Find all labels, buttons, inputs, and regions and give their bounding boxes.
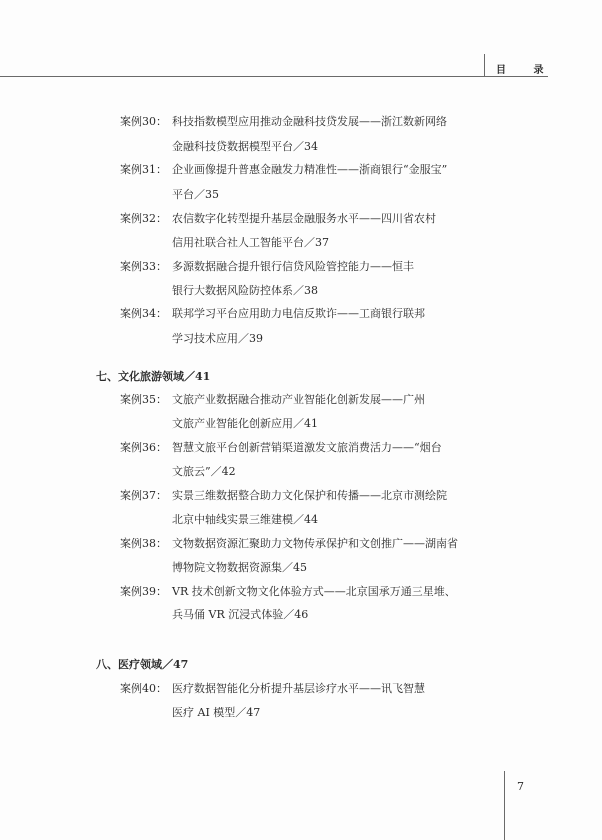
case-title-continued[interactable]: 博物院文物数据资源集／45 bbox=[172, 561, 307, 574]
case-label: 案例34： bbox=[120, 307, 167, 320]
case-label: 案例32： bbox=[120, 212, 167, 225]
case-title-continued[interactable]: 信用社联合社人工智能平台／37 bbox=[172, 236, 329, 249]
running-header-title: 目 录 bbox=[496, 65, 556, 76]
case-title-continued[interactable]: 北京中轴线实景三维建模／44 bbox=[172, 513, 318, 526]
header-rule bbox=[0, 76, 548, 77]
case-title-continued[interactable]: 文旅产业智能化创新应用／41 bbox=[172, 417, 318, 430]
case-title[interactable]: 农信数字化转型提升基层金融服务水平——四川省农村 bbox=[172, 212, 436, 225]
case-title[interactable]: 医疗数据智能化分析提升基层诊疗水平——讯飞智慧 bbox=[172, 682, 425, 695]
case-title-continued[interactable]: 医疗 AI 模型／47 bbox=[172, 706, 261, 719]
case-title[interactable]: 多源数据融合提升银行信贷风险管控能力——恒丰 bbox=[172, 260, 414, 273]
case-title[interactable]: VR 技术创新文物文化体验方式——北京国承万通三星堆、 bbox=[172, 585, 456, 598]
header-divider-vertical bbox=[484, 54, 485, 77]
case-label: 案例38： bbox=[120, 537, 167, 550]
case-title-continued[interactable]: 学习技术应用／39 bbox=[172, 332, 263, 345]
case-title-continued[interactable]: 兵马俑 VR 沉浸式体验／46 bbox=[172, 608, 309, 621]
page-number: 7 bbox=[517, 780, 524, 793]
case-title[interactable]: 智慧文旅平台创新营销渠道激发文旅消费活力——“烟台 bbox=[172, 441, 442, 454]
case-label: 案例39： bbox=[120, 585, 167, 598]
case-title-continued[interactable]: 文旅云”／42 bbox=[172, 465, 236, 478]
case-label: 案例36： bbox=[120, 441, 167, 454]
case-label: 案例35： bbox=[120, 393, 167, 406]
case-title-continued[interactable]: 银行大数据风险防控体系／38 bbox=[172, 284, 318, 297]
case-label: 案例40： bbox=[120, 682, 167, 695]
case-label: 案例37： bbox=[120, 489, 167, 502]
case-title[interactable]: 实景三维数据整合助力文化保护和传播——北京市测绘院 bbox=[172, 489, 447, 502]
case-title[interactable]: 文旅产业数据融合推动产业智能化创新发展——广州 bbox=[172, 393, 425, 406]
case-label: 案例30： bbox=[120, 115, 167, 128]
case-label: 案例31： bbox=[120, 163, 167, 176]
case-title[interactable]: 文物数据资源汇聚助力文物传承保护和文创推广——湖南省 bbox=[172, 537, 458, 550]
footer-divider-vertical bbox=[504, 771, 505, 840]
case-title-continued[interactable]: 金融科技贷数据模型平台／34 bbox=[172, 140, 318, 153]
case-title[interactable]: 企业画像提升普惠金融发力精准性——浙商银行“金服宝” bbox=[172, 163, 448, 176]
case-label: 案例33： bbox=[120, 260, 167, 273]
case-title-continued[interactable]: 平台／35 bbox=[172, 188, 219, 201]
section-heading[interactable]: 七、文化旅游领域／41 bbox=[96, 370, 211, 383]
case-title[interactable]: 科技指数模型应用推动金融科技贷发展——浙江数新网络 bbox=[172, 115, 447, 128]
case-title[interactable]: 联邦学习平台应用助力电信反欺诈——工商银行联邦 bbox=[172, 307, 425, 320]
section-heading[interactable]: 八、医疗领域／47 bbox=[96, 658, 189, 671]
